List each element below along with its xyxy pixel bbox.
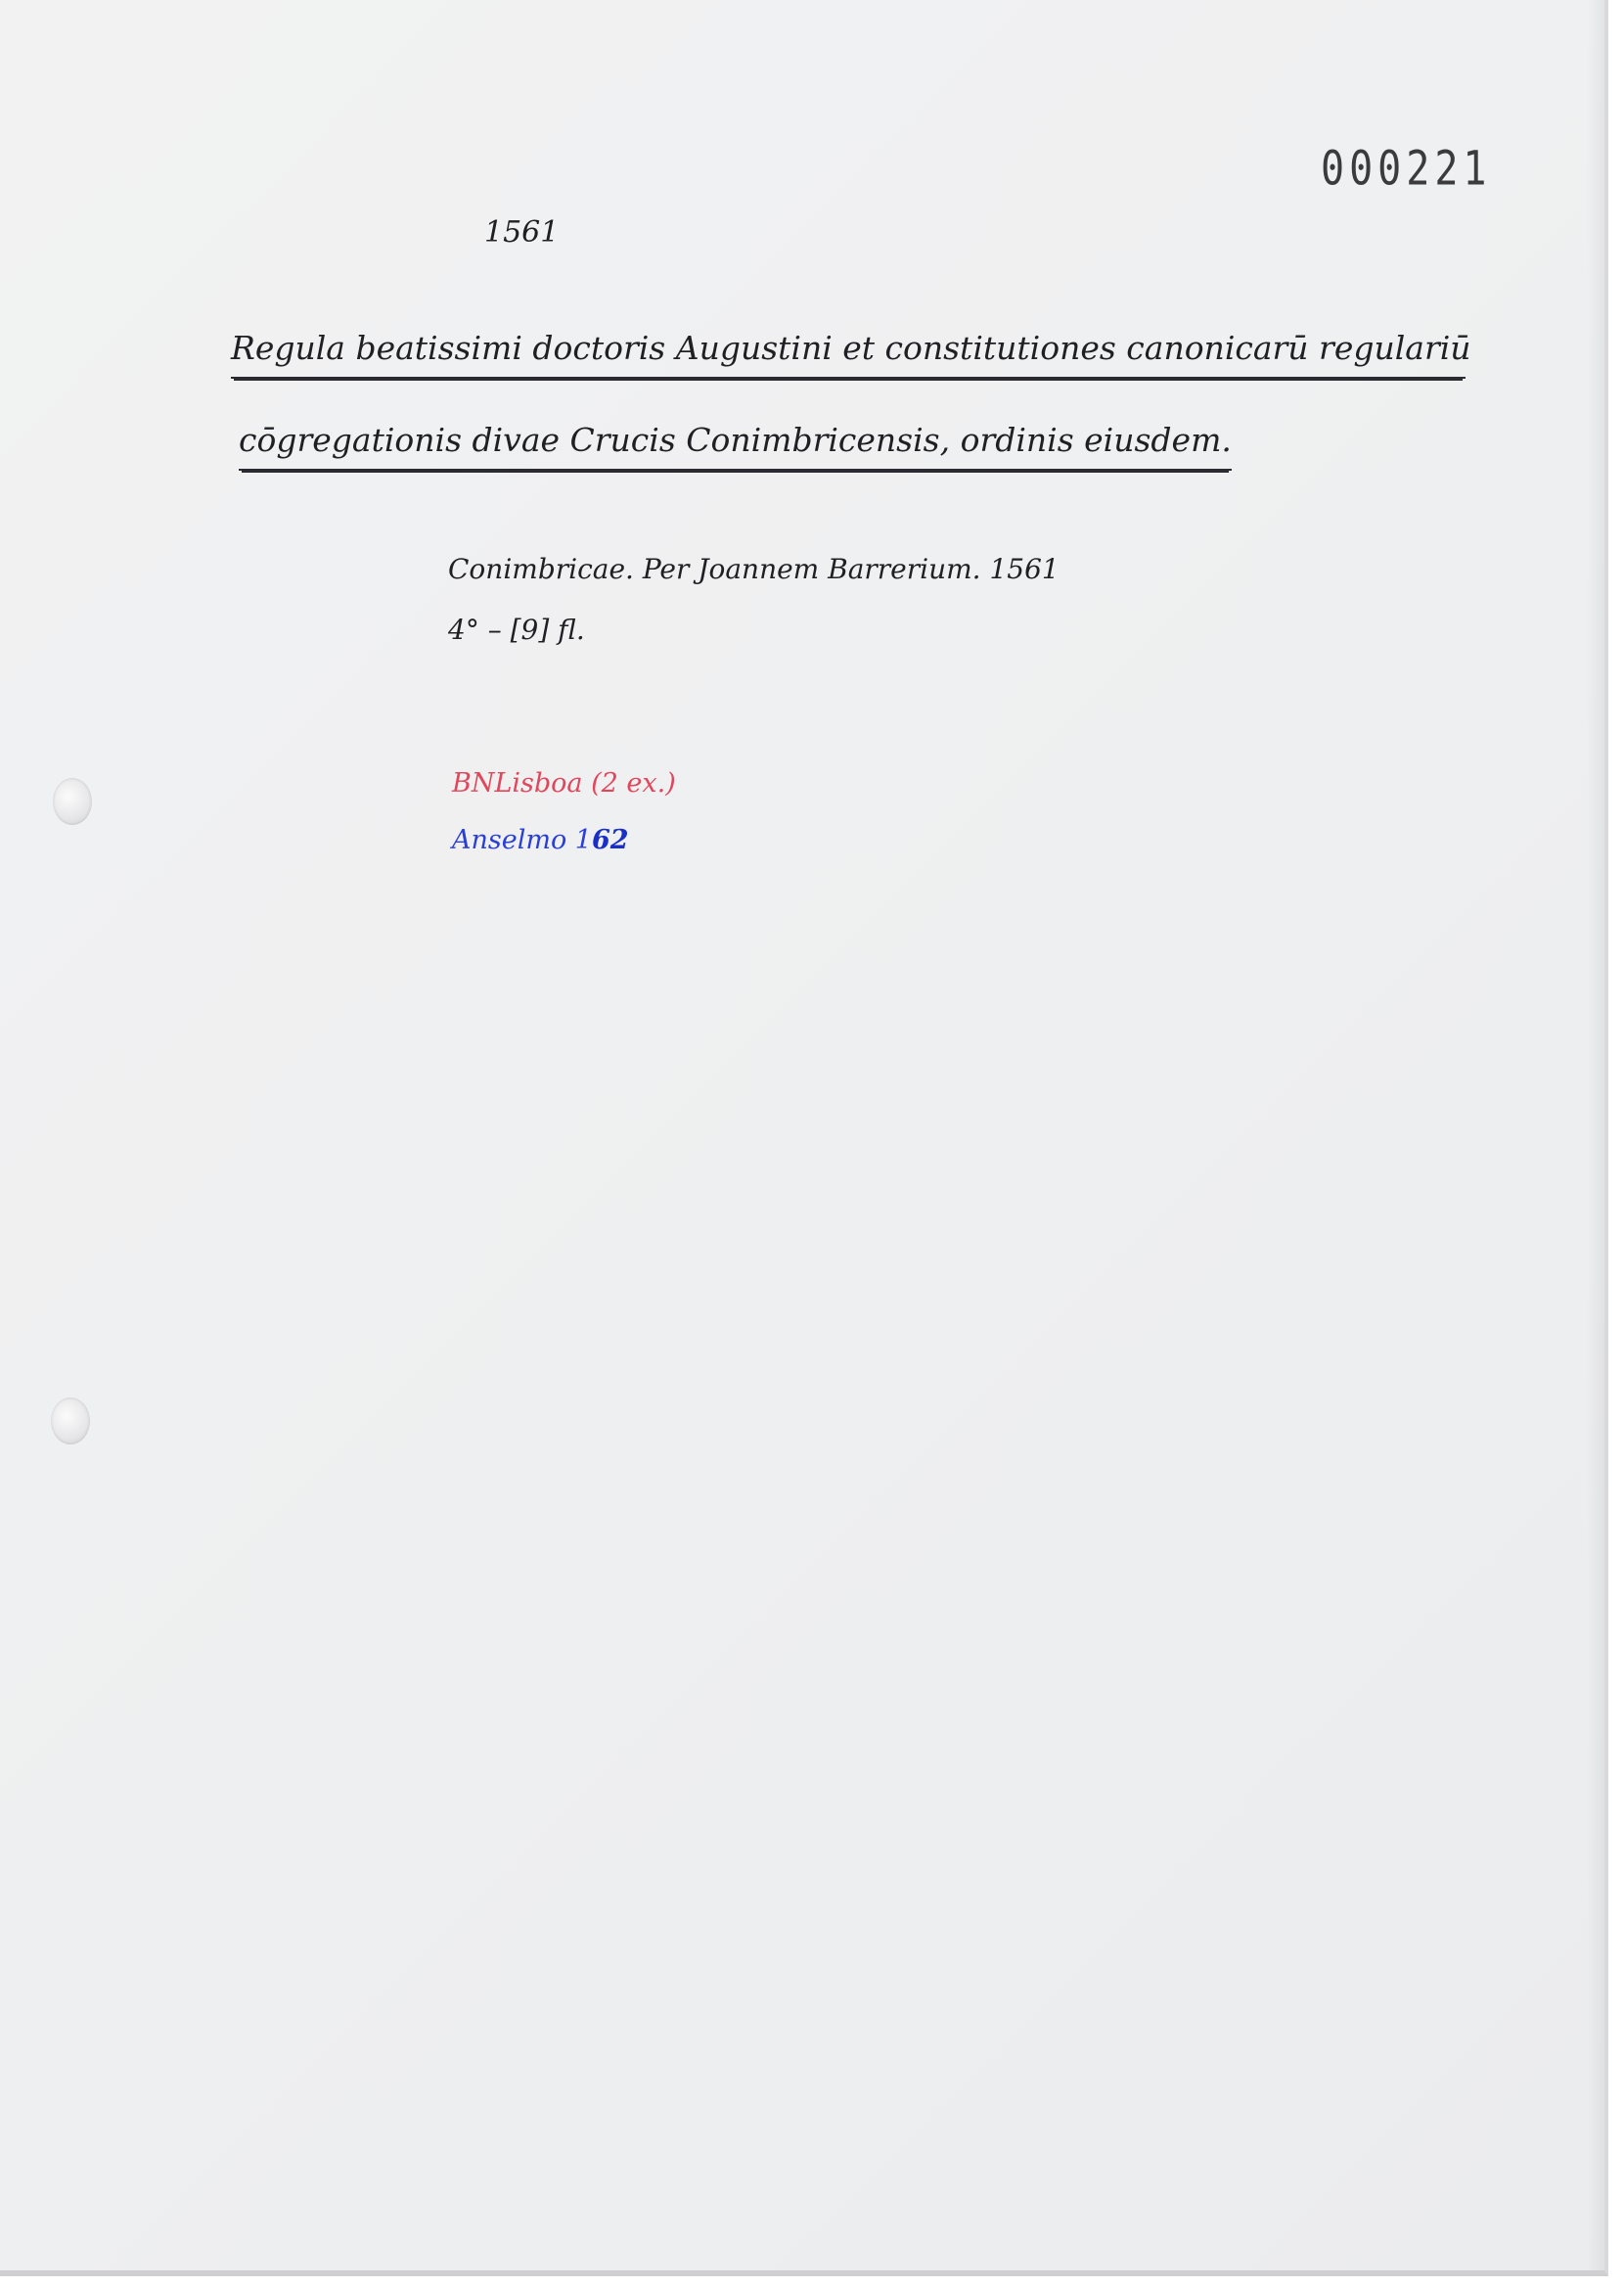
reference-prefix: Anselmo 1 (452, 825, 592, 855)
punch-hole-lower (51, 1397, 90, 1444)
collation-line: 4° – [9] fl. (448, 614, 585, 646)
title-line-2: cōgregationis divae Crucis Conimbricensis, ordinis eiusdem. (239, 421, 1232, 471)
reference-suffix: 62 (591, 825, 629, 855)
page-edge-shadow (1587, 0, 1604, 2270)
year-label: 1561 (484, 215, 560, 250)
imprint-line: Conimbricae. Per Joannem Barrerium. 1561 (448, 553, 1060, 585)
title-line-1: Regula beatissimi doctoris Augustini et constitutiones canonicarū regulariū (231, 329, 1466, 379)
reference-number-stamp: 000221 (1321, 142, 1492, 197)
punch-hole-upper (53, 778, 92, 825)
bibliographic-reference (452, 825, 629, 855)
holdings-note: BNLisboa (2 ex.) (452, 768, 676, 799)
